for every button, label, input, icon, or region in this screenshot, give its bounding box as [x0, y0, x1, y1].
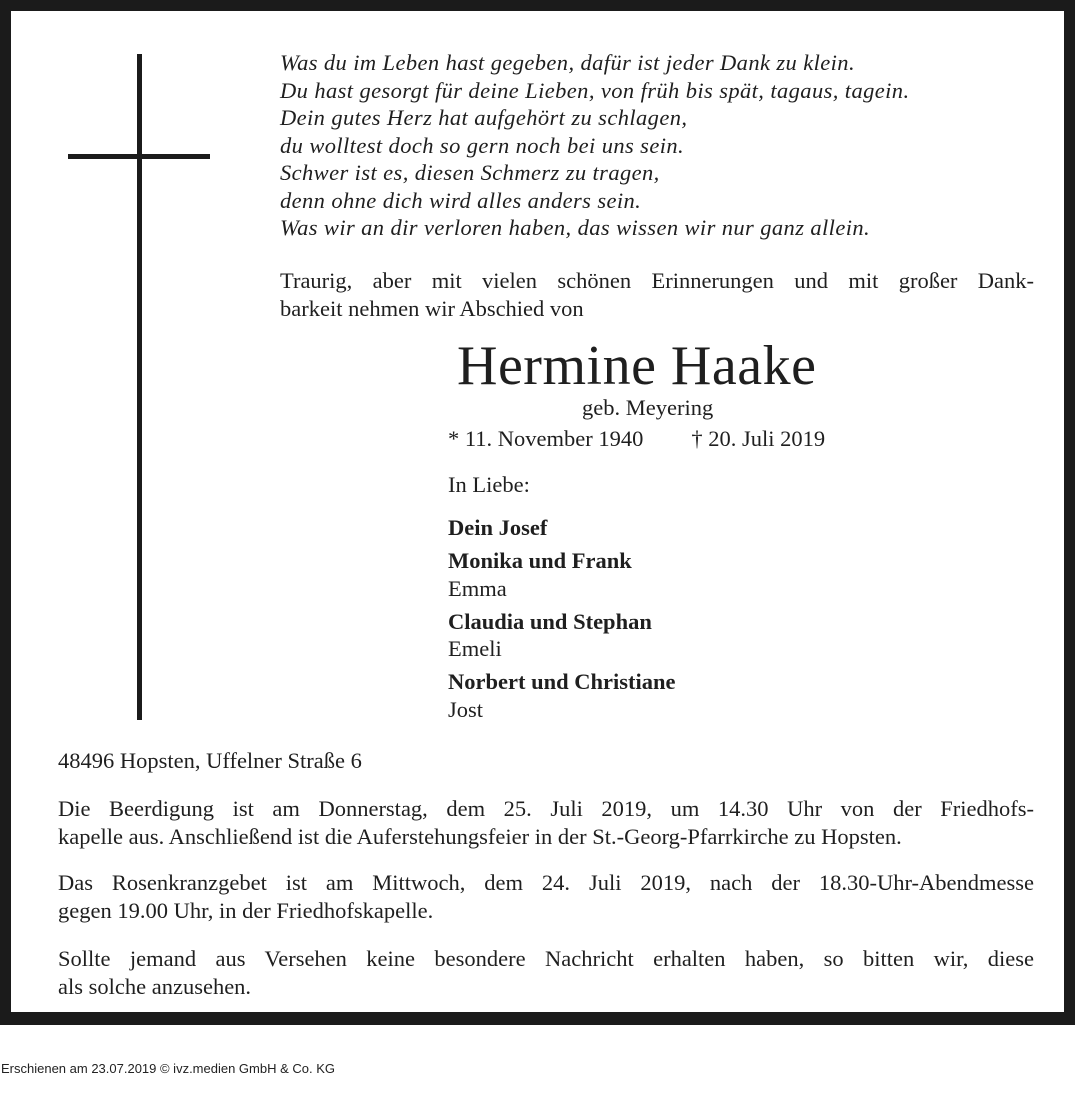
family-child-name: Emeli [448, 636, 502, 661]
cross-icon-crossbar [68, 154, 210, 159]
funeral-info-line: kapelle aus. Anschließend ist die Auferstehungsfeier in der St.-Georg-Pfarrkirche zu Hopsten. [58, 824, 902, 849]
funeral-info-line: Die Beerdigung ist am Donnerstag, dem 25. Juli 2019, um 14.30 Uhr von der Friedhofs- [58, 796, 1034, 821]
poem-line: Was du im Leben hast gegeben, dafür ist jeder Dank zu klein. [280, 50, 855, 75]
notice-info-line: als solche anzusehen. [58, 974, 252, 999]
family-entry [448, 608, 676, 663]
farewell-intro-line: barkeit nehmen wir Abschied von [280, 295, 584, 321]
family-entry [448, 547, 676, 602]
publication-footer: Erschienen am 23.07.2019 © ivz.medien GmbH & Co. KG [1, 1061, 336, 1076]
rosary-info [58, 869, 1034, 925]
family-member-name: Claudia und Stephan [448, 608, 652, 634]
poem-line: Was wir an dir verloren haben, das wissen wir nur ganz allein. [280, 215, 871, 240]
notice-info-line: Sollte jemand aus Versehen keine besondere Nachricht erhalten haben, so bitten wir, diese [58, 946, 1034, 971]
in-love-label: In Liebe: [448, 472, 530, 497]
farewell-intro [280, 267, 1034, 322]
family-address: 48496 Hopsten, Uffelner Straße 6 [58, 748, 362, 773]
family-entry [448, 514, 676, 542]
poem [280, 49, 1040, 242]
death-date: † 20. Juli 2019 [691, 426, 826, 451]
family-child-name: Emma [448, 575, 507, 601]
family-member-name: Monika und Frank [448, 548, 632, 573]
poem-line: Du hast gesorgt für deine Lieben, von früh bis spät, tagaus, tagein. [280, 77, 910, 103]
notice-info [58, 945, 1034, 1001]
family-child-name: Jost [448, 696, 484, 722]
family-entry [448, 668, 676, 723]
family-member-name: Norbert und Christiane [448, 669, 676, 694]
family-list [448, 514, 676, 729]
family-member-name: Dein Josef [448, 515, 548, 540]
birth-date: * 11. November 1940 [448, 426, 644, 451]
poem-line: du wolltest doch so gern noch bei uns sein. [280, 132, 685, 158]
rosary-info-line: gegen 19.00 Uhr, in der Friedhofskapelle. [58, 898, 434, 923]
rosary-info-line: Das Rosenkranzgebet ist am Mittwoch, dem 24. Juli 2019, nach der 18.30-Uhr-Abendmesse [58, 870, 1034, 895]
maiden-name: geb. Meyering [582, 395, 714, 420]
deceased-name: Hermine Haake [457, 335, 817, 397]
poem-line: denn ohne dich wird alles anders sein. [280, 187, 642, 213]
poem-line: Dein gutes Herz hat aufgehört zu schlagen, [280, 105, 688, 130]
life-dates [448, 425, 825, 453]
funeral-info [58, 795, 1034, 851]
farewell-intro-line: Traurig, aber mit vielen schönen Erinnerungen und mit großer Dank- [280, 268, 1034, 293]
poem-line: Schwer ist es, diesen Schmerz zu tragen, [280, 160, 660, 185]
